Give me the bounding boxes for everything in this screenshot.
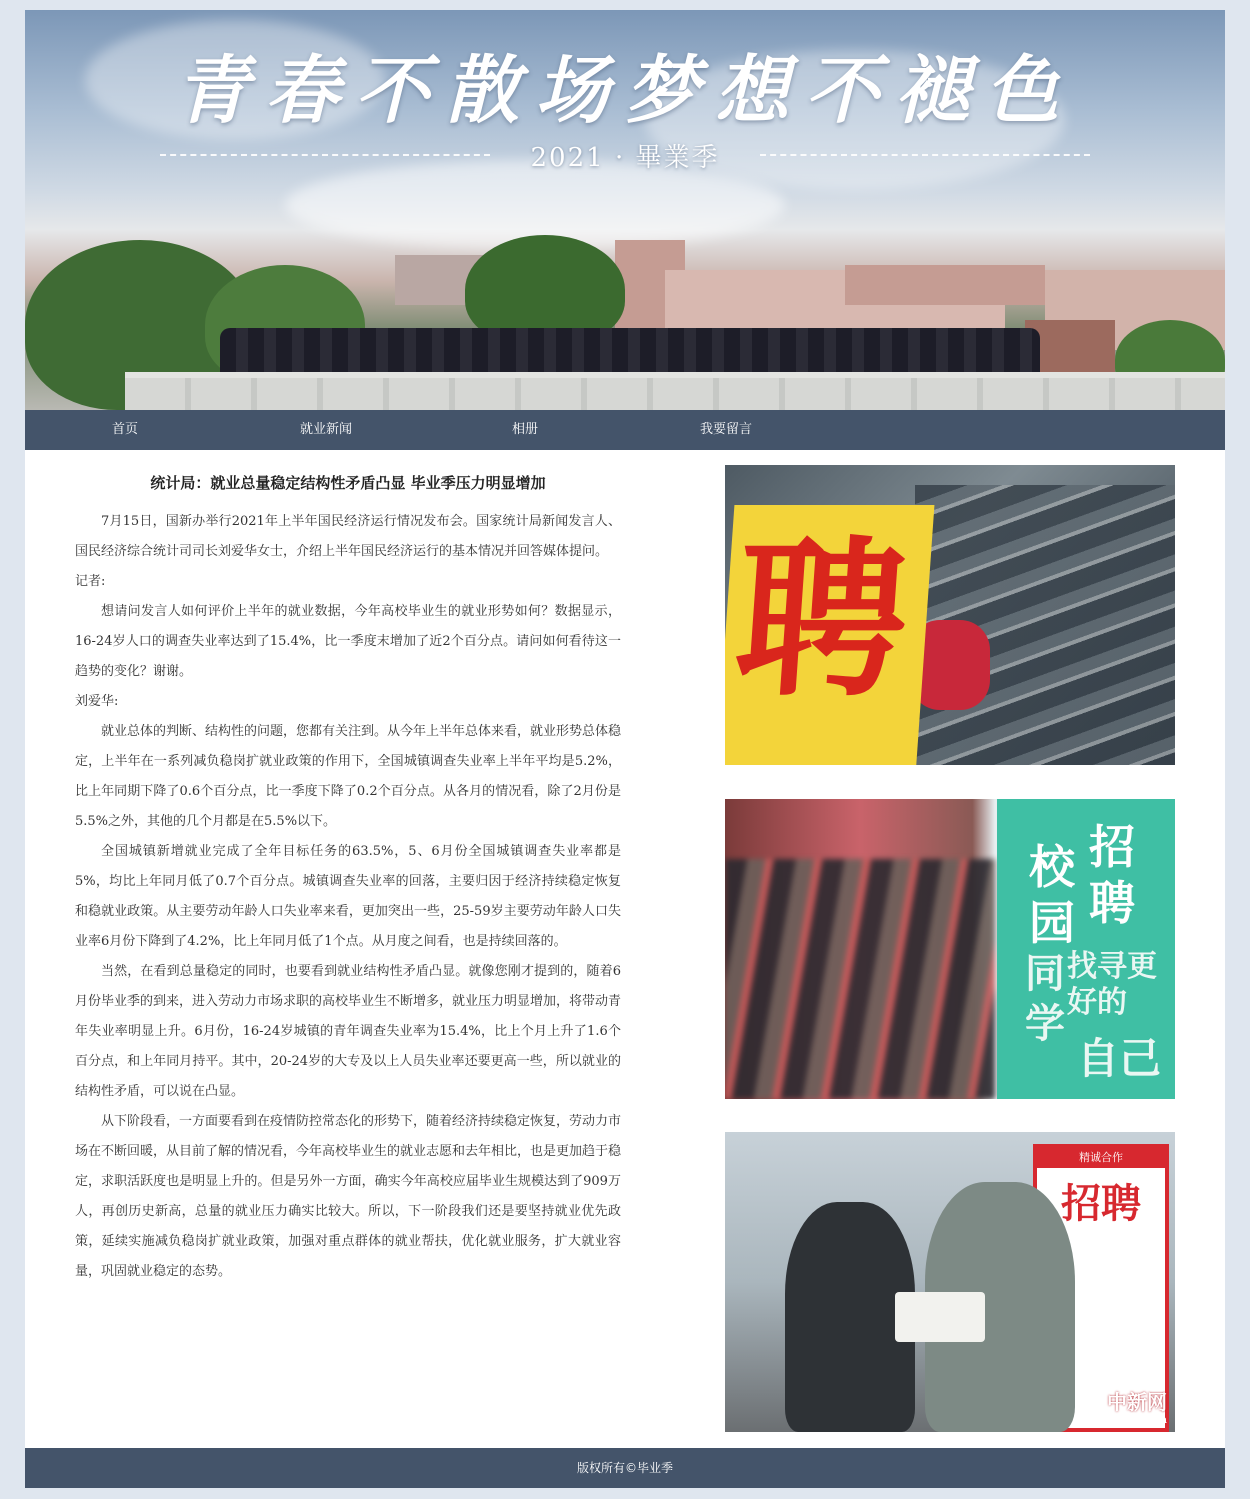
nav-item-album[interactable]: 相册 xyxy=(512,422,539,437)
main-nav xyxy=(25,410,1225,450)
poster-header: 精诚合作 xyxy=(1037,1148,1165,1168)
campus-recruitment-photo xyxy=(725,799,1175,1099)
header-banner xyxy=(25,10,1225,410)
article-paragraph: 从下阶段看，一方面要看到在疫情防控常态化的形势下，随着经济持续稳定恢复，劳动力市场在不断回暖，从目前了解的情况看，今年高校毕业生的就业志愿和去年相比，也是更加趋于稳定，求职活跃度也是明显上升的。但是另外一方面，确实今年高校应届毕业生规模达到了909万人，再创历史新高，总量的就业压力确实比较大。所以，下一阶段我们还是要坚持就业优先政策，延续实施减负稳岗扩就业政策，加强对重点群体的就业帮扶，优化就业服务，扩大就业容量，巩固就业稳定的态势。 xyxy=(75,1114,622,1279)
banner-building xyxy=(845,265,1045,305)
recruitment-poster xyxy=(725,505,934,765)
article-paragraph: 当然，在看到总量稳定的同时，也要看到就业结构性矛盾凸显。就像您刚才提到的，随着6月份毕业季的到来，进入劳动力市场求职的高校毕业生不断增多，就业压力明显增加，将带动青年失业率明显上升。6月份，16-24岁城镇的青年调查失业率为15.4%，比上个月上升了1.6个百分点，和上年同月持平。其中，20-24岁的大专及以上人员失业率还要更高一些，所以就业的结构性矛盾，可以说在凸显。 xyxy=(75,964,622,1099)
footer: 版权所有©毕业季 xyxy=(25,1448,1225,1488)
nav-item-guestbook[interactable]: 我要留言 xyxy=(700,422,753,437)
nav-item-home[interactable]: 首页 xyxy=(112,422,139,437)
students-reading-photo xyxy=(725,1132,1175,1432)
sign-text: 找寻更好的 xyxy=(1067,949,1157,1020)
article-title: 统计局：就业总量稳定结构性矛盾凸显 毕业季压力明显增加 xyxy=(150,474,546,492)
sign-text: 招聘 xyxy=(1089,820,1135,930)
campus-recruitment-sign xyxy=(997,799,1175,1099)
article-paragraph: 想请问发言人如何评价上半年的就业数据，今年高校毕业生的就业形势如何？数据显示，16-24岁人口的调查失业率达到了15.4%，比一季度末增加了近2个百分点。请问如何看待这一趋势的变化？谢谢。 xyxy=(75,604,621,679)
blurred-crowd xyxy=(725,859,995,1099)
dashed-divider xyxy=(160,154,490,156)
stone-railing xyxy=(125,372,1225,410)
watermark-en: Chinanews.com xyxy=(1079,1415,1167,1426)
banner-title: 青春不散场梦想不褪色 xyxy=(175,48,1075,134)
brochure xyxy=(895,1292,985,1342)
banner-subtitle: 2021 · 畢業季 xyxy=(530,142,720,173)
article-paragraph: 7月15日，国新办举行2021年上半年国民经济运行情况发布会。国家统计局新闻发言人、国民经济综合统计司司长刘爱华女士，介绍上半年国民经济运行的基本情况并回答媒体提问。 xyxy=(75,514,621,559)
banner-subline xyxy=(160,138,1090,172)
speaker-label: 记者: xyxy=(75,574,106,589)
job-fair-photo xyxy=(725,465,1175,765)
sign-text: 校园 xyxy=(1029,840,1075,950)
speaker-label: 刘爱华: xyxy=(75,694,119,709)
watermark-cn: 中新网 xyxy=(1107,1390,1167,1414)
dashed-divider xyxy=(760,154,1090,156)
sign-text: 自己 xyxy=(1077,1034,1162,1083)
news-article xyxy=(75,472,621,1287)
poster-title: 招聘 xyxy=(1061,1180,1141,1227)
poster-glyph: 聘 xyxy=(729,520,914,720)
nav-item-news[interactable]: 就业新闻 xyxy=(300,422,353,437)
watermark xyxy=(1080,1386,1167,1426)
sign-text: 同学 xyxy=(1025,950,1065,1047)
article-paragraph: 就业总体的判断、结构性的问题，您都有关注到。从今年上半年总体来看，就业形势总体稳定，上半年在一系列减负稳岗扩就业政策的作用下，全国城镇调查失业率上半年平均是5.2%，比上年同期下降了0.6个百分点，比一季度下降了0.2个百分点。从各月的情况看，除了2月份是5.5%之外，其他的几个月都是在5.5%以下。 xyxy=(75,724,622,829)
page-container xyxy=(25,10,1225,1488)
article-paragraph: 全国城镇新增就业完成了全年目标任务的63.5%，5、6月份全国城镇调查失业率都是5%，均比上年同月低了0.7个百分点。城镇调查失业率的回落，主要归因于经济持续稳定恢复和稳就业政策。从主要劳动年龄人口失业率来看，更加突出一些，25-59岁主要劳动年龄人口失业率6月份下降到了4.2%，比上年同月低了1个点。从月度之间看，也是持续回落的。 xyxy=(75,844,621,949)
